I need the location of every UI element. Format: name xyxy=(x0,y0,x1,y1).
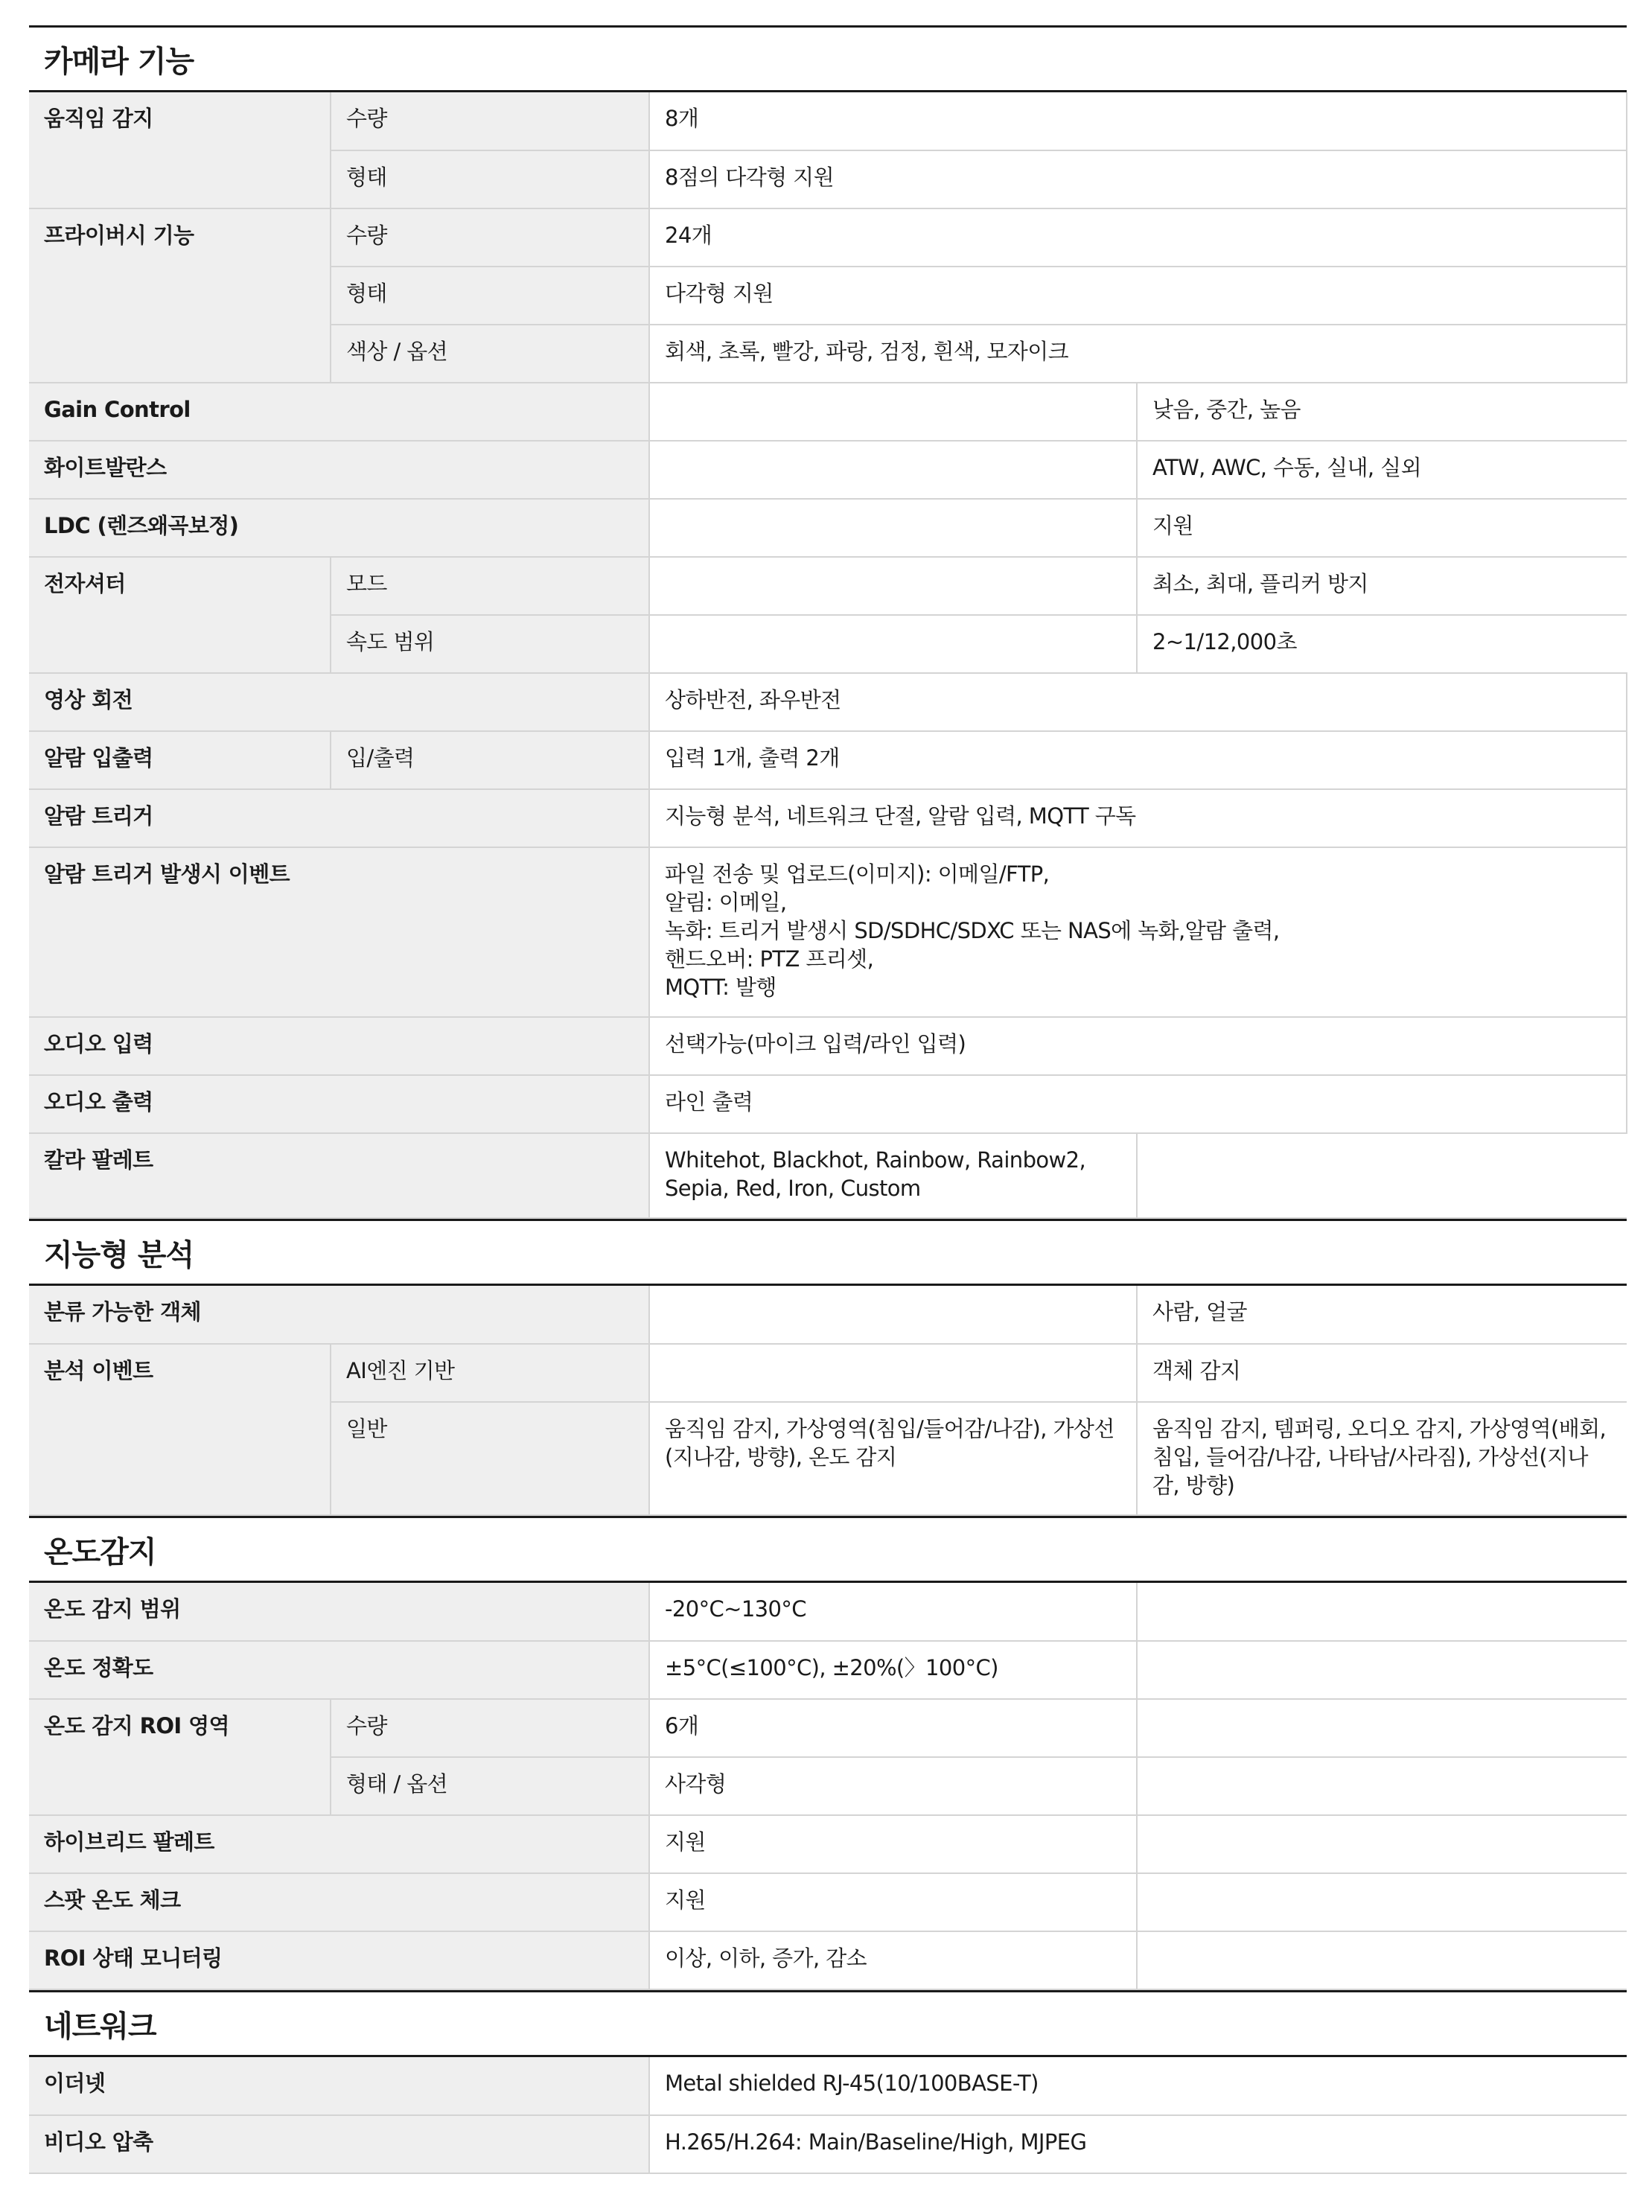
empty-cell xyxy=(1137,1757,1627,1815)
row-label: 오디오 출력 xyxy=(29,1075,649,1133)
value-cell: Whitehot, Blackhot, Rainbow, Rainbow2, Sepia, Red, Iron, Custom xyxy=(649,1133,1137,1218)
section-title-network: 네트워크 xyxy=(29,1990,1627,2057)
empty-cell xyxy=(649,441,1137,499)
section-title-analytics: 지능형 분석 xyxy=(29,1219,1627,1286)
table-row xyxy=(29,2115,1627,2173)
empty-cell xyxy=(1137,1641,1627,1699)
row-label: 이더넷 xyxy=(29,2057,649,2115)
sub-label: 속도 범위 xyxy=(331,615,649,673)
empty-cell xyxy=(1137,1133,1627,1218)
row-label: 스팟 온도 체크 xyxy=(29,1873,649,1931)
sub-label: 형태 xyxy=(331,267,649,325)
row-label: 전자셔터 xyxy=(29,557,331,673)
row-label: 하이브리드 팔레트 xyxy=(29,1815,649,1873)
row-label: 영상 회전 xyxy=(29,673,649,731)
table-row xyxy=(29,1641,1627,1699)
empty-cell xyxy=(649,615,1137,673)
value-cell: 선택가능(마이크 입력/라인 입력) xyxy=(649,1017,1627,1075)
row-label: ROI 상태 모니터링 xyxy=(29,1931,649,1989)
table-row xyxy=(29,208,1627,267)
value-cell: 상하반전, 좌우반전 xyxy=(649,673,1627,731)
table-row xyxy=(29,1133,1627,1218)
value-cell: 움직임 감지, 템퍼링, 오디오 감지, 가상영역(배회, 침입, 들어감/나감, 나타남/사라짐), 가상선(지나감, 방향) xyxy=(1137,1402,1627,1515)
sub-label: 일반 xyxy=(331,1402,649,1515)
table-row xyxy=(29,1075,1627,1133)
value-cell: 파일 전송 및 업로드(이미지): 이메일/FTP, 알림: 이메일, 녹화: 트리거 발생시 SD/SDHC/SDXC 또는 NAS에 녹화,알람 출력, 핸드오버: PTZ 프리셋, MQTT: 발행 xyxy=(649,847,1627,1017)
value-cell: 사람, 얼굴 xyxy=(1137,1286,1627,1344)
row-label: 온도 감지 ROI 영역 xyxy=(29,1699,331,1815)
empty-cell xyxy=(1137,1699,1627,1757)
sub-label: 형태 / 옵션 xyxy=(331,1757,649,1815)
value-cell: 지원 xyxy=(649,1873,1137,1931)
empty-cell xyxy=(649,557,1137,615)
sub-label: 입/출력 xyxy=(331,731,649,789)
table-row xyxy=(29,92,1627,150)
table-row xyxy=(29,1286,1627,1344)
value-cell: 객체 감지 xyxy=(1137,1344,1627,1402)
sub-label: 수량 xyxy=(331,208,649,267)
value-cell: 낮음, 중간, 높음 xyxy=(1137,383,1627,441)
row-label: Gain Control xyxy=(29,383,649,441)
camera-spec-table xyxy=(29,92,1627,1219)
row-label: 화이트발란스 xyxy=(29,441,649,499)
empty-cell xyxy=(1137,1931,1627,1989)
row-label: 비디오 압축 xyxy=(29,2115,649,2173)
value-cell: 최소, 최대, 플리커 방지 xyxy=(1137,557,1627,615)
table-row xyxy=(29,1344,1627,1402)
value-cell: ±5°C(≤100°C), ±20%(〉100°C) xyxy=(649,1641,1137,1699)
value-cell: 24개 xyxy=(649,208,1627,267)
table-row xyxy=(29,1873,1627,1931)
row-label: 알람 트리거 발생시 이벤트 xyxy=(29,847,649,1017)
table-row xyxy=(29,1017,1627,1075)
row-label: 분석 이벤트 xyxy=(29,1344,331,1515)
analytics-spec-table xyxy=(29,1286,1627,1516)
temperature-spec-table xyxy=(29,1583,1627,1990)
row-label: 오디오 입력 xyxy=(29,1017,649,1075)
value-cell: H.265/H.264: Main/Baseline/High, MJPEG xyxy=(649,2115,1627,2173)
table-row xyxy=(29,1931,1627,1989)
table-row xyxy=(29,1815,1627,1873)
value-cell: Metal shielded RJ-45(10/100BASE-T) xyxy=(649,2057,1627,2115)
spec-sheet xyxy=(29,25,1627,2174)
value-cell: 사각형 xyxy=(649,1757,1137,1815)
table-row xyxy=(29,557,1627,615)
empty-cell xyxy=(1137,1873,1627,1931)
row-label: 알람 입출력 xyxy=(29,731,331,789)
sub-label: AI엔진 기반 xyxy=(331,1344,649,1402)
value-cell: 이상, 이하, 증가, 감소 xyxy=(649,1931,1137,1989)
table-row xyxy=(29,789,1627,847)
row-label: LDC (렌즈왜곡보정) xyxy=(29,499,649,557)
table-row xyxy=(29,383,1627,441)
empty-cell xyxy=(1137,1583,1627,1641)
sub-label: 형태 xyxy=(331,150,649,208)
value-cell: 지원 xyxy=(649,1815,1137,1873)
value-cell: -20°C~130°C xyxy=(649,1583,1137,1641)
row-label: 프라이버시 기능 xyxy=(29,208,331,383)
value-cell: 지능형 분석, 네트워크 단절, 알람 입력, MQTT 구독 xyxy=(649,789,1627,847)
empty-cell xyxy=(649,1344,1137,1402)
value-cell: 8개 xyxy=(649,92,1627,150)
value-cell: 입력 1개, 출력 2개 xyxy=(649,731,1627,789)
table-row xyxy=(29,499,1627,557)
value-cell: 지원 xyxy=(1137,499,1627,557)
network-spec-table xyxy=(29,2057,1627,2174)
table-row xyxy=(29,1583,1627,1641)
value-cell: 라인 출력 xyxy=(649,1075,1627,1133)
empty-cell xyxy=(1137,1815,1627,1873)
value-cell: ATW, AWC, 수동, 실내, 실외 xyxy=(1137,441,1627,499)
table-row xyxy=(29,2057,1627,2115)
value-cell: 회색, 초록, 빨강, 파랑, 검정, 흰색, 모자이크 xyxy=(649,325,1627,383)
table-row xyxy=(29,847,1627,1017)
sub-label: 수량 xyxy=(331,92,649,150)
table-row xyxy=(29,441,1627,499)
value-cell: 8점의 다각형 지원 xyxy=(649,150,1627,208)
row-label: 칼라 팔레트 xyxy=(29,1133,649,1218)
row-label: 온도 정확도 xyxy=(29,1641,649,1699)
section-title-camera: 카메라 기능 xyxy=(29,25,1627,92)
empty-cell xyxy=(649,499,1137,557)
table-row xyxy=(29,673,1627,731)
value-cell: 다각형 지원 xyxy=(649,267,1627,325)
sub-label: 수량 xyxy=(331,1699,649,1757)
row-label: 온도 감지 범위 xyxy=(29,1583,649,1641)
sub-label: 색상 / 옵션 xyxy=(331,325,649,383)
value-cell: 6개 xyxy=(649,1699,1137,1757)
empty-cell xyxy=(649,383,1137,441)
row-label: 알람 트리거 xyxy=(29,789,649,847)
row-label: 분류 가능한 객체 xyxy=(29,1286,649,1344)
value-cell: 2~1/12,000초 xyxy=(1137,615,1627,673)
value-cell: 움직임 감지, 가상영역(침입/들어감/나감), 가상선(지나감, 방향), 온도 감지 xyxy=(649,1402,1137,1515)
table-row xyxy=(29,731,1627,789)
table-row xyxy=(29,1699,1627,1757)
sub-label: 모드 xyxy=(331,557,649,615)
section-title-temperature: 온도감지 xyxy=(29,1516,1627,1583)
row-label: 움직임 감지 xyxy=(29,92,331,208)
empty-cell xyxy=(649,1286,1137,1344)
